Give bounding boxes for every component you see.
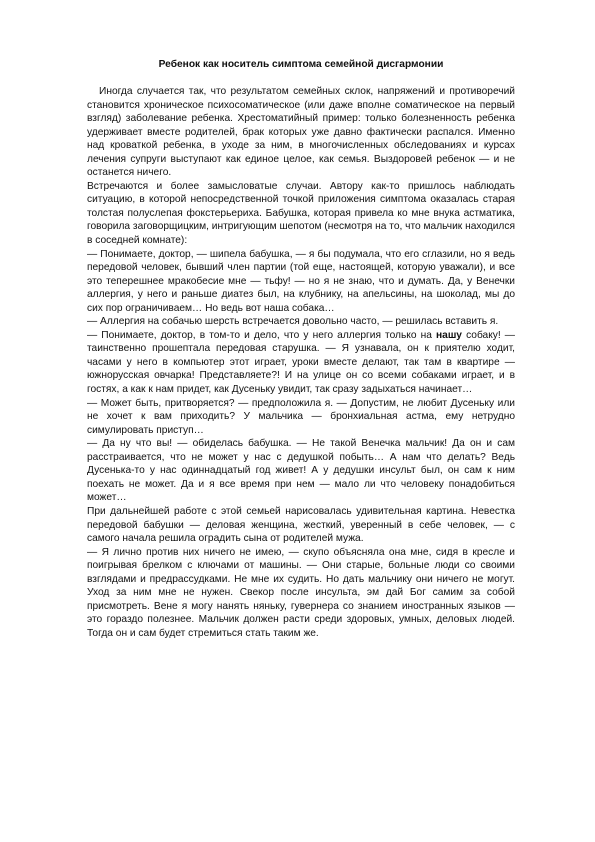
paragraph-3: — Понимаете, доктор, — шипела бабушка, — я бы подумала, что его сглазили, но я ведь передовой человек, бывший член партии (той еще, настоящей, которую уважали), и все это теперешнее мракобесие мне — тьфу! — но я не знаю, что и думать. Да, у Венечки аллергия, у него и раньше диатез был, на клубнику, на апельсины, на шоколад, мы до сих пор ограничиваем… Но ведь вот наша собака… — [87, 248, 515, 314]
paragraph-5-rest: собаку! — таинственно прошептала передовая старушка. — Я узнавала, он к приятелю ходит, часами у него в компьютер этот играет, уроки вместе делают, так там в квартире — южнорусская овчарка! Представляете?! И на улице он со всеми собаками играет, и в гостях, а как к нам придет, как Дусеньку увидит, так сразу задыхаться начинает… — [87, 329, 515, 396]
paragraph-5 — [87, 329, 515, 397]
paragraph-4: — Аллергия на собачью шерсть встречается довольно часто, — решилась вставить я. — [87, 316, 499, 328]
document-title: Ребенок как носитель симптома семейной дисгармонии — [158, 59, 444, 70]
paragraph-5-bold: нашу — [436, 329, 462, 341]
paragraph-9: — Я лично против них ничего не имею, — скупо объясняла она мне, сидя в кресле и поигрывая брелком с ключами от машины. — Они старые, больные люди со своими взглядами и предрассудками. Не мне их судить. Но дать мальчику они ничего не могут. Уход за ним мне не нужен. Свекор после инсульта, эм дай Бог самим за собой присмотреть. Вене я могу нанять няньку, гувернера со знанием иностранных языков — это гораздо полезнее. Мальчик должен расти среди здоровых, умных, деловых людей. Тогда он и сам будет стремиться стать таким же. — [87, 546, 515, 639]
paragraph-2: Встречаются и более замысловатые случаи. Автору как-то пришлось наблюдать ситуацию, в которой непосредственной точкой приложения симптома оказалась старая толстая полуслепая фокстерьериха. Бабушка, которая привела ко мне внука астматика, говорила заговорщицким, интригующим шепотом (несмотря на то, что мальчик находился в соседней комнате): — [87, 180, 515, 247]
paragraph-6: — Может быть, притворяется? — предположила я. — Допустим, не любит Дусеньку или не хочет к вам приходить? У мальчика — бронхиальная астма, ему нетрудно симулировать приступ… — [87, 397, 515, 436]
paragraph-5-start: — Понимаете, доктор, в том-то и дело, что у него аллергия только на — [87, 329, 436, 341]
paragraph-7: — Да ну что вы! — обиделась бабушка. — Не такой Венечка мальчик! Да он и сам расстраивается, что не может у нас с дедушкой побыть… А нам что делать? Ведь Дусенька-то у нас одиннадцатый год живет! А у дедушки инсульт был, он сам к ним поехать не может. Да и я все время при нем — мало ли что человеку понадобиться может… — [87, 438, 515, 504]
paragraph-8: При дальнейшей работе с этой семьей нарисовалась удивительная картина. Невестка передовой бабушки — деловая женщина, жесткий, уверенный в себе человек, — с самого начала решила оградить сына от родителей мужа. — [87, 505, 515, 545]
paragraph-1: Иногда случается так, что результатом семейных склок, напряжений и противоречий становится хроническое психосоматическое (или даже вполне соматическое на первый взгляд) заболевание ребенка. Хрестоматийный пример: только болезненность ребенка удерживает вместе родителей, брак которых уже давно фактически распался. Именно над кроваткой ребенка, в уходе за ним, в многочисленных обследованиях и курсах лечения супруги выступают как единое целое, как семья. Выздоровей ребенок — и не останется ничего. — [87, 86, 515, 179]
